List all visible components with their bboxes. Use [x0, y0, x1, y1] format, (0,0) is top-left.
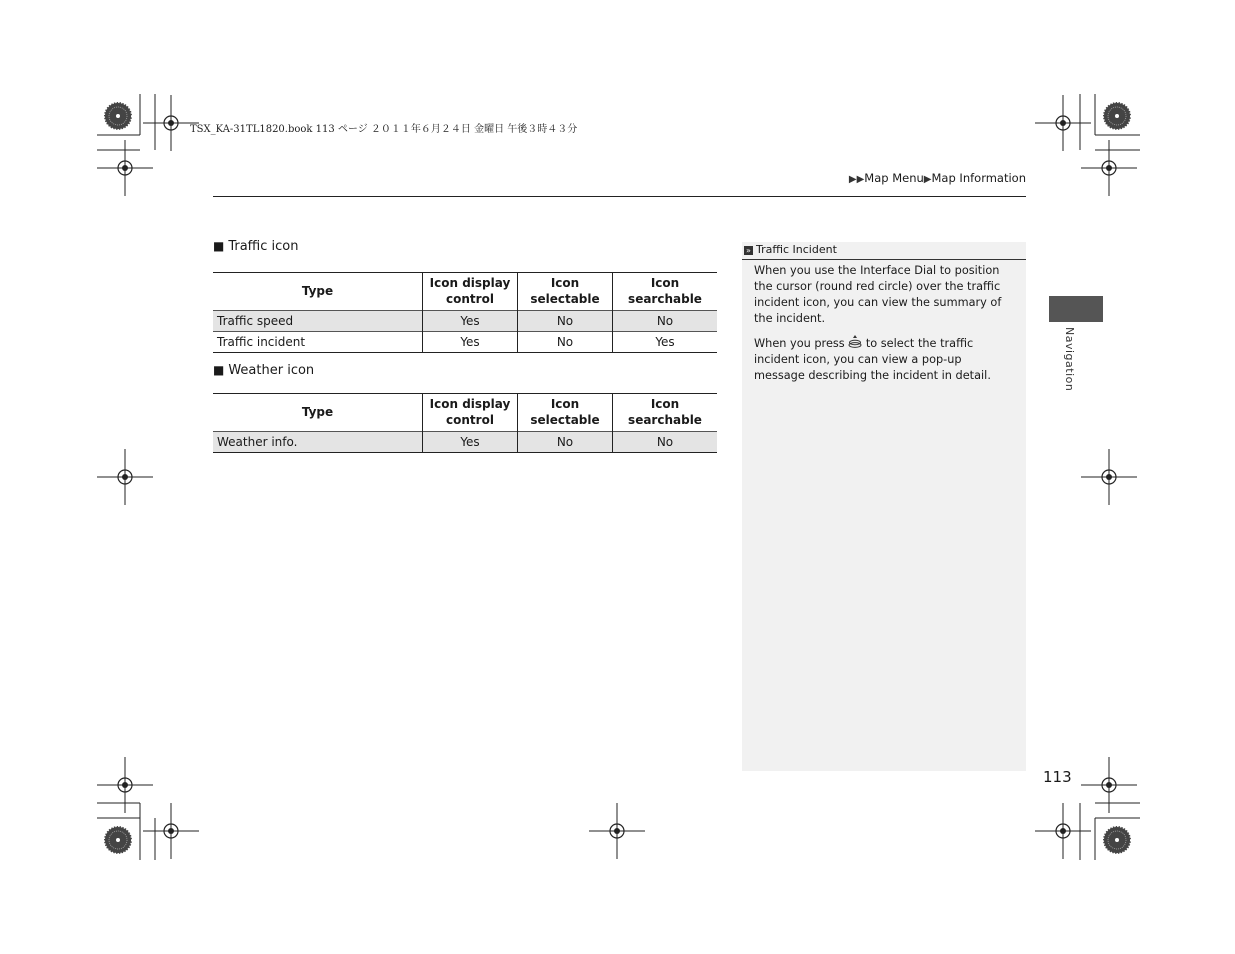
side-note-text: to select the traffic incident icon, you can view a pop-up message describing the incident in detail. [754, 337, 991, 382]
chapter-tab [1049, 296, 1103, 322]
breadcrumb-item[interactable]: Map Menu [864, 171, 924, 185]
side-note [742, 242, 1026, 771]
header-rule [213, 196, 1026, 197]
table-cell: Yes [423, 432, 518, 453]
column-header: Type [301, 404, 334, 419]
page-number: 113 [1043, 768, 1072, 786]
table-cell: Weather info. [213, 432, 423, 453]
side-note-paragraph [742, 335, 1026, 384]
registration-mark-icon [97, 140, 153, 196]
table-cell: Traffic speed [213, 311, 423, 332]
side-note-title[interactable]: Traffic Incident [756, 243, 837, 256]
table-cell: No [613, 432, 718, 453]
table-cell: No [518, 432, 613, 453]
breadcrumb-arrow-icon: ▶ [923, 174, 932, 185]
color-target-icon [104, 826, 132, 854]
section-title-text: Weather icon [228, 363, 315, 378]
section-title [213, 239, 299, 254]
section-title-text: Traffic icon [228, 239, 299, 254]
color-target-icon [104, 102, 132, 130]
registration-mark-icon [1035, 95, 1091, 151]
column-header: Icon display control [423, 394, 518, 432]
column-header: Icon searchable [613, 273, 718, 311]
registration-mark-icon [1081, 140, 1137, 196]
side-note-header [742, 242, 1026, 260]
column-header: Icon display control [423, 273, 518, 311]
table-row [213, 432, 717, 453]
breadcrumb-arrow-icon: ▶▶ [848, 174, 865, 185]
section-title [213, 363, 314, 378]
breadcrumb [849, 171, 1026, 185]
side-note-text: When you press [754, 337, 849, 350]
registration-mark-icon [1081, 449, 1137, 505]
table-row [213, 311, 717, 332]
table-cell: Yes [423, 311, 518, 332]
registration-mark-icon [589, 803, 645, 859]
column-header: Icon searchable [613, 394, 718, 432]
table-cell: No [613, 311, 718, 332]
registration-mark-icon [97, 449, 153, 505]
breadcrumb-item[interactable]: Map Information [931, 171, 1026, 185]
color-target-icon [1103, 102, 1131, 130]
table-cell: Traffic incident [213, 332, 423, 353]
traffic-icon-table [213, 272, 717, 353]
square-bullet-icon: ■ [213, 363, 225, 377]
registration-mark-icon [1081, 757, 1137, 813]
interface-dial-press-icon [848, 335, 862, 348]
table-cell: Yes [613, 332, 718, 353]
registration-mark-icon [1035, 803, 1091, 859]
side-note-paragraph: When you use the Interface Dial to position the cursor (round red circle) over the traffic incident icon, you can view the summary of the incident. [754, 264, 1002, 325]
chapter-label: Navigation [1063, 327, 1076, 392]
column-header: Icon selectable [518, 394, 613, 432]
reference-arrow-icon: » [744, 246, 753, 255]
table-cell: Yes [423, 332, 518, 353]
table-row [213, 332, 717, 353]
column-header: Icon selectable [518, 273, 613, 311]
table-cell: No [518, 311, 613, 332]
registration-mark-icon [143, 803, 199, 859]
weather-icon-table [213, 393, 717, 453]
square-bullet-icon: ■ [213, 239, 225, 253]
column-header: Type [301, 283, 334, 298]
print-header: TSX_KA-31TL1820.book 113 ページ ２０１１年６月２４日 金曜日 午後３時４３分 [190, 124, 578, 135]
table-cell: No [518, 332, 613, 353]
color-target-icon [1103, 826, 1131, 854]
registration-mark-icon [97, 757, 153, 813]
